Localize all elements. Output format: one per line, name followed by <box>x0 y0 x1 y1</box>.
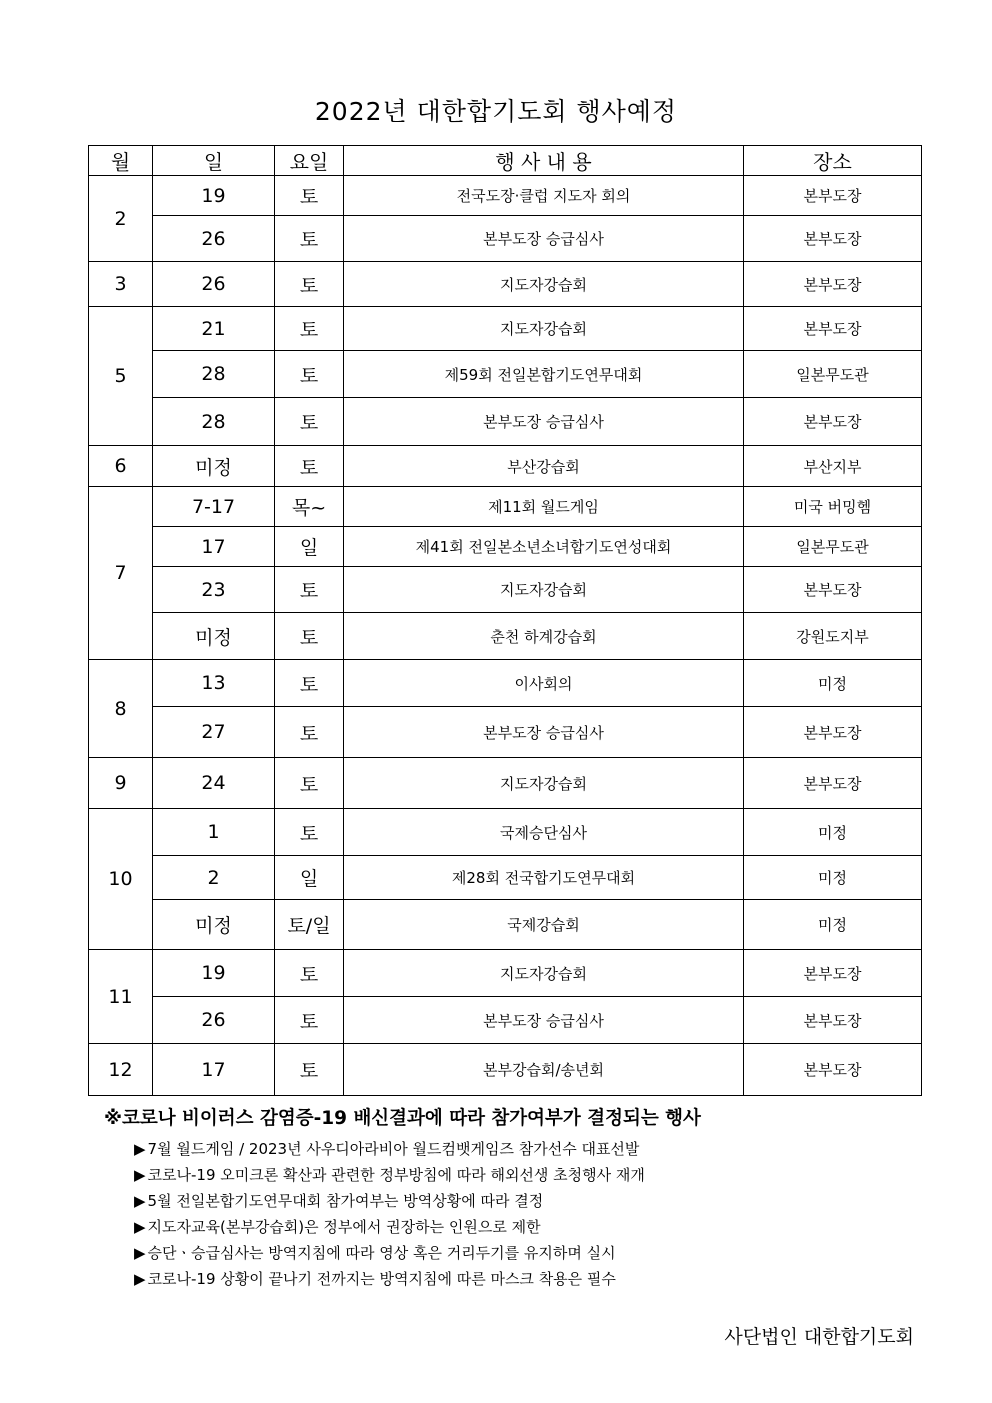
event-cell: 제59회 전일본합기도연무대회 <box>344 351 744 398</box>
day-cell: 미정 <box>153 446 275 487</box>
month-cell: 9 <box>89 758 153 809</box>
place-cell: 본부도장 <box>744 307 922 351</box>
event-cell: 본부강습회/송년회 <box>344 1044 744 1096</box>
event-cell: 본부도장 승급심사 <box>344 398 744 446</box>
weekday-cell: 토 <box>275 758 344 809</box>
event-cell: 지도자강습회 <box>344 758 744 809</box>
place-cell: 본부도장 <box>744 176 922 216</box>
place-cell: 본부도장 <box>744 398 922 446</box>
event-cell: 지도자강습회 <box>344 567 744 613</box>
table-row <box>89 1044 922 1096</box>
table-row <box>89 527 922 567</box>
table-row <box>89 351 922 398</box>
table-row <box>89 707 922 758</box>
arrow-bullet-icon: ▶ <box>134 1218 146 1236</box>
header-place: 장소 <box>744 146 922 176</box>
table-row <box>89 660 922 707</box>
place-cell: 본부도장 <box>744 567 922 613</box>
event-cell: 부산강습회 <box>344 446 744 487</box>
weekday-cell: 토 <box>275 707 344 758</box>
day-cell: 26 <box>153 262 275 307</box>
event-cell: 본부도장 승급심사 <box>344 707 744 758</box>
table-row <box>89 176 922 216</box>
table-row <box>89 950 922 997</box>
weekday-cell: 일 <box>275 527 344 567</box>
weekday-cell: 토 <box>275 950 344 997</box>
table-row <box>89 900 922 950</box>
note-text: 5월 전일본합기도연무대회 참가여부는 방역상황에 따라 결정 <box>147 1192 544 1210</box>
note-item <box>134 1138 964 1157</box>
day-cell: 2 <box>153 856 275 900</box>
table-row <box>89 567 922 613</box>
arrow-bullet-icon: ▶ <box>134 1166 146 1184</box>
weekday-cell: 일 <box>275 856 344 900</box>
month-cell: 8 <box>89 660 153 758</box>
month-cell: 2 <box>89 176 153 262</box>
day-cell: 17 <box>153 1044 275 1096</box>
place-cell: 본부도장 <box>744 1044 922 1096</box>
place-cell: 본부도장 <box>744 707 922 758</box>
weekday-cell: 토 <box>275 351 344 398</box>
place-cell: 미정 <box>744 900 922 950</box>
place-cell: 본부도장 <box>744 950 922 997</box>
event-cell: 춘천 하계강습회 <box>344 613 744 660</box>
day-cell: 26 <box>153 216 275 262</box>
day-cell: 13 <box>153 660 275 707</box>
page-title: 2022년 대한합기도회 행사예정 <box>314 97 678 126</box>
table-row <box>89 262 922 307</box>
day-cell: 미정 <box>153 613 275 660</box>
note-item <box>134 1268 964 1287</box>
day-cell: 7-17 <box>153 487 275 527</box>
schedule-body <box>89 176 922 1096</box>
weekday-cell: 목~ <box>275 487 344 527</box>
table-row <box>89 758 922 809</box>
month-cell: 12 <box>89 1044 153 1096</box>
weekday-cell: 토 <box>275 613 344 660</box>
place-cell: 본부도장 <box>744 997 922 1044</box>
month-cell: 10 <box>89 809 153 950</box>
day-cell: 17 <box>153 527 275 567</box>
weekday-cell: 토 <box>275 997 344 1044</box>
header-event: 행 사 내 용 <box>344 146 744 176</box>
table-row <box>89 856 922 900</box>
table-row <box>89 997 922 1044</box>
day-cell: 26 <box>153 997 275 1044</box>
month-cell: 5 <box>89 307 153 446</box>
arrow-bullet-icon: ▶ <box>134 1270 146 1288</box>
month-cell: 7 <box>89 487 153 660</box>
event-cell: 지도자강습회 <box>344 950 744 997</box>
event-cell: 제11회 월드게임 <box>344 487 744 527</box>
arrow-bullet-icon: ▶ <box>134 1192 146 1210</box>
weekday-cell: 토 <box>275 216 344 262</box>
event-cell: 국제강습회 <box>344 900 744 950</box>
weekday-cell: 토 <box>275 307 344 351</box>
place-cell: 일본무도관 <box>744 527 922 567</box>
event-cell: 본부도장 승급심사 <box>344 216 744 262</box>
weekday-cell: 토/일 <box>275 900 344 950</box>
day-cell: 23 <box>153 567 275 613</box>
event-cell: 이사회의 <box>344 660 744 707</box>
table-row <box>89 487 922 527</box>
day-cell: 24 <box>153 758 275 809</box>
day-cell: 19 <box>153 950 275 997</box>
weekday-cell: 토 <box>275 1044 344 1096</box>
place-cell: 본부도장 <box>744 758 922 809</box>
event-cell: 제28회 전국합기도연무대회 <box>344 856 744 900</box>
notes-section <box>104 1104 964 1294</box>
header-weekday: 요일 <box>275 146 344 176</box>
day-cell: 미정 <box>153 900 275 950</box>
weekday-cell: 토 <box>275 567 344 613</box>
note-item <box>134 1164 964 1183</box>
day-cell: 27 <box>153 707 275 758</box>
place-cell: 미정 <box>744 856 922 900</box>
note-item <box>134 1216 964 1235</box>
weekday-cell: 토 <box>275 176 344 216</box>
table-row <box>89 216 922 262</box>
table-row <box>89 307 922 351</box>
place-cell: 일본무도관 <box>744 351 922 398</box>
notes-list <box>104 1138 964 1287</box>
event-cell: 국제승단심사 <box>344 809 744 856</box>
table-row <box>89 398 922 446</box>
notes-heading: ※코로나 비이러스 감염증-19 배신결과에 따라 참가여부가 결정되는 행사 <box>104 1108 701 1129</box>
month-cell: 6 <box>89 446 153 487</box>
day-cell: 28 <box>153 398 275 446</box>
weekday-cell: 토 <box>275 262 344 307</box>
place-cell: 미정 <box>744 809 922 856</box>
month-cell: 11 <box>89 950 153 1044</box>
event-cell: 전국도장·클럽 지도자 회의 <box>344 176 744 216</box>
event-cell: 지도자강습회 <box>344 307 744 351</box>
note-text: 지도자교육(본부강습회)은 정부에서 권장하는 인원으로 제한 <box>147 1218 541 1236</box>
weekday-cell: 토 <box>275 398 344 446</box>
header-month: 월 <box>89 146 153 176</box>
weekday-cell: 토 <box>275 809 344 856</box>
weekday-cell: 토 <box>275 660 344 707</box>
event-cell: 본부도장 승급심사 <box>344 997 744 1044</box>
event-cell: 제41회 전일본소년소녀합기도연성대회 <box>344 527 744 567</box>
weekday-cell: 토 <box>275 446 344 487</box>
note-item <box>134 1190 964 1209</box>
header-day: 일 <box>153 146 275 176</box>
day-cell: 1 <box>153 809 275 856</box>
table-row <box>89 809 922 856</box>
place-cell: 강원도지부 <box>744 613 922 660</box>
table-row <box>89 613 922 660</box>
day-cell: 19 <box>153 176 275 216</box>
place-cell: 본부도장 <box>744 262 922 307</box>
day-cell: 28 <box>153 351 275 398</box>
note-text: 코로나-19 오미크론 확산과 관련한 정부방침에 따라 해외선생 초청행사 재개 <box>147 1166 645 1184</box>
note-text: 승단ㆍ승급심사는 방역지침에 따라 영상 혹은 거리두기를 유지하며 실시 <box>147 1244 616 1262</box>
header-row <box>89 146 922 176</box>
place-cell: 부산지부 <box>744 446 922 487</box>
schedule-table <box>88 145 922 1096</box>
note-text: 코로나-19 상황이 끝나기 전까지는 방역지침에 따른 마스크 착용은 필수 <box>147 1270 616 1288</box>
place-cell: 본부도장 <box>744 216 922 262</box>
arrow-bullet-icon: ▶ <box>134 1244 146 1262</box>
arrow-bullet-icon: ▶ <box>134 1140 146 1158</box>
day-cell: 21 <box>153 307 275 351</box>
event-cell: 지도자강습회 <box>344 262 744 307</box>
organization-signature: 사단법인 대한합기도회 <box>724 1326 914 1348</box>
note-item <box>134 1242 964 1261</box>
month-cell: 3 <box>89 262 153 307</box>
place-cell: 미정 <box>744 660 922 707</box>
note-text: 7월 월드게임 / 2023년 사우디아라비아 월드컴뱃게임즈 참가선수 대표선발 <box>147 1140 640 1158</box>
place-cell: 미국 버밍헴 <box>744 487 922 527</box>
table-row <box>89 446 922 487</box>
